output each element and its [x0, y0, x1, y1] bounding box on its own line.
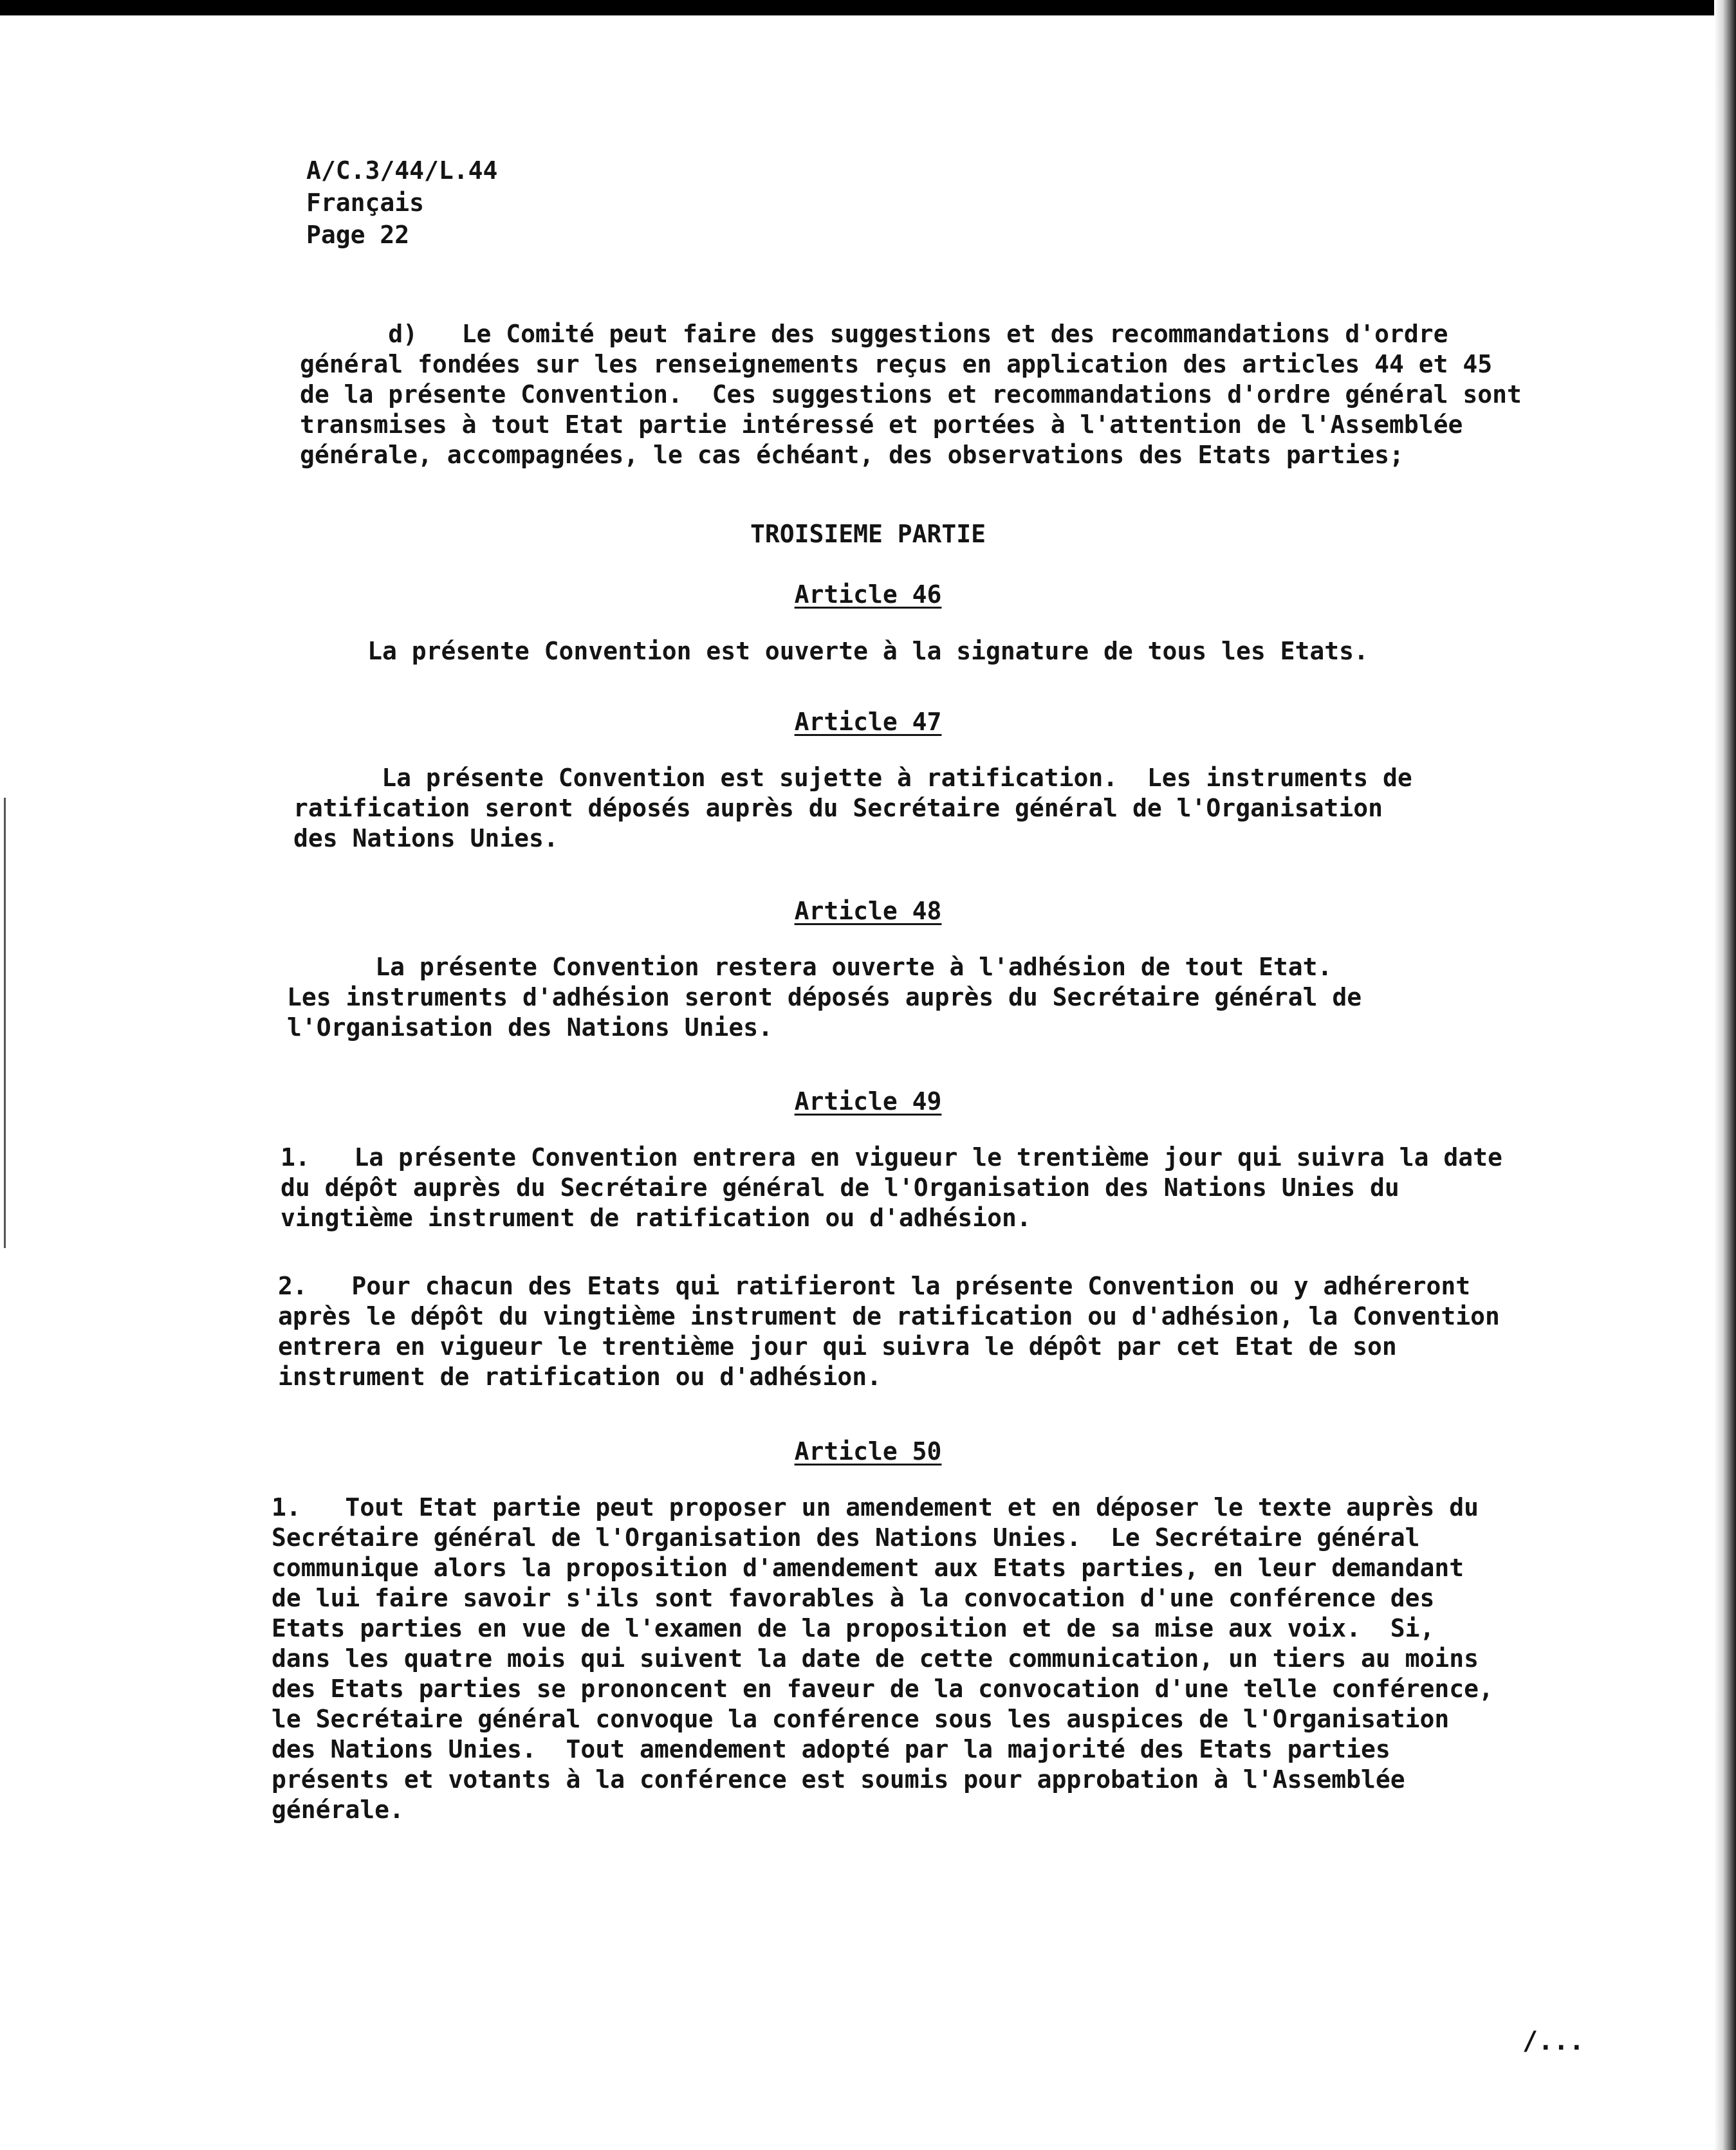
- article-47-body: [293, 763, 1412, 854]
- text-line: transmises à tout Etat partie intéressé et portées à l'attention de l'Assemblée: [300, 410, 1463, 439]
- text-line: vingtième instrument de ratification ou d'adhésion.: [281, 1204, 1031, 1232]
- text-line: générale.: [272, 1796, 404, 1824]
- paragraph-d: [300, 319, 1522, 470]
- text-line: d) Le Comité peut faire des suggestions et des recommandations d'ordre: [300, 320, 1448, 348]
- text-line: Secrétaire général de l'Organisation des Nations Unies. Le Secrétaire général: [272, 1523, 1420, 1552]
- article-48-title: [0, 897, 1736, 925]
- article-49-title-text: Article 49: [794, 1087, 942, 1116]
- text-line: 2. Pour chacun des Etats qui ratifieront la présente Convention ou y adhéreront: [278, 1272, 1471, 1300]
- text-line: de la présente Convention. Ces suggestions et recommandations d'ordre général sont: [300, 380, 1522, 409]
- text-line: des Nations Unies.: [293, 824, 559, 852]
- document-language: Français: [306, 188, 425, 217]
- page-number: Page 22: [306, 221, 410, 249]
- scan-top-border: [0, 0, 1736, 15]
- scan-left-mark: [4, 798, 12, 1248]
- text-line: présents et votants à la conférence est soumis pour approbation à l'Assemblée: [272, 1765, 1405, 1794]
- text-line: des Etats parties se prononcent en faveur de la convocation d'une telle conférence,: [272, 1675, 1493, 1703]
- text-line: ratification seront déposés auprès du Secrétaire général de l'Organisation: [293, 794, 1383, 822]
- text-line: de lui faire savoir s'ils sont favorables à la convocation d'une conférence des: [272, 1584, 1435, 1612]
- article-49-paragraph-1: [281, 1143, 1502, 1233]
- text-line: 1. Tout Etat partie peut proposer un amendement et en déposer le texte auprès du: [272, 1493, 1479, 1521]
- continuation-marker: /...: [1522, 2026, 1585, 2056]
- text-line: La présente Convention restera ouverte à l'adhésion de tout Etat.: [287, 953, 1333, 981]
- text-line: communique alors la proposition d'amendement aux Etats parties, en leur demandant: [272, 1554, 1464, 1582]
- article-46-title-text: Article 46: [794, 580, 942, 609]
- scan-right-edge: [1714, 0, 1736, 2150]
- text-line: le Secrétaire général convoque la conférence sous les auspices de l'Organisation: [272, 1705, 1450, 1733]
- article-46-title: [0, 580, 1736, 609]
- article-47-title-text: Article 47: [794, 708, 942, 736]
- text-line: 1. La présente Convention entrera en vigueur le trentième jour qui suivra la date: [281, 1143, 1502, 1171]
- text-line: dans les quatre mois qui suivent la date de cette communication, un tiers au moins: [272, 1644, 1479, 1673]
- text-line: après le dépôt du vingtième instrument de ratification ou d'adhésion, la Convention: [278, 1302, 1500, 1330]
- text-line: Etats parties en vue de l'examen de la proposition et de sa mise aux voix. Si,: [272, 1614, 1435, 1642]
- text-line: Les instruments d'adhésion seront déposés auprès du Secrétaire général de: [287, 983, 1362, 1011]
- text-line: l'Organisation des Nations Unies.: [287, 1013, 773, 1042]
- text-line: des Nations Unies. Tout amendement adopté par la majorité des Etats parties: [272, 1735, 1390, 1763]
- document-header: [306, 154, 497, 251]
- part-title: TROISIEME PARTIE: [750, 520, 986, 548]
- text-line: La présente Convention est sujette à ratification. Les instruments de: [293, 764, 1412, 792]
- article-50-title-text: Article 50: [794, 1437, 942, 1465]
- article-49-paragraph-2: [278, 1271, 1500, 1392]
- article-46-text: La présente Convention est ouverte à la signature de tous les Etats.: [367, 637, 1369, 665]
- article-50-title: [0, 1437, 1736, 1465]
- article-47-title: [0, 708, 1736, 736]
- text-line: instrument de ratification ou d'adhésion.: [278, 1363, 882, 1391]
- article-48-title-text: Article 48: [794, 897, 942, 925]
- text-line: entrera en vigueur le trentième jour qui suivra le dépôt par cet Etat de son: [278, 1332, 1397, 1361]
- article-49-title: [0, 1087, 1736, 1116]
- text-line: général fondées sur les renseignements reçus en application des articles 44 et 45: [300, 350, 1493, 378]
- document-symbol: A/C.3/44/L.44: [306, 156, 498, 185]
- text-line: du dépôt auprès du Secrétaire général de l'Organisation des Nations Unies du: [281, 1173, 1399, 1202]
- text-line: générale, accompagnées, le cas échéant, des observations des Etats parties;: [300, 441, 1404, 469]
- article-50-paragraph-1: [272, 1493, 1493, 1825]
- article-48-body: [287, 952, 1362, 1043]
